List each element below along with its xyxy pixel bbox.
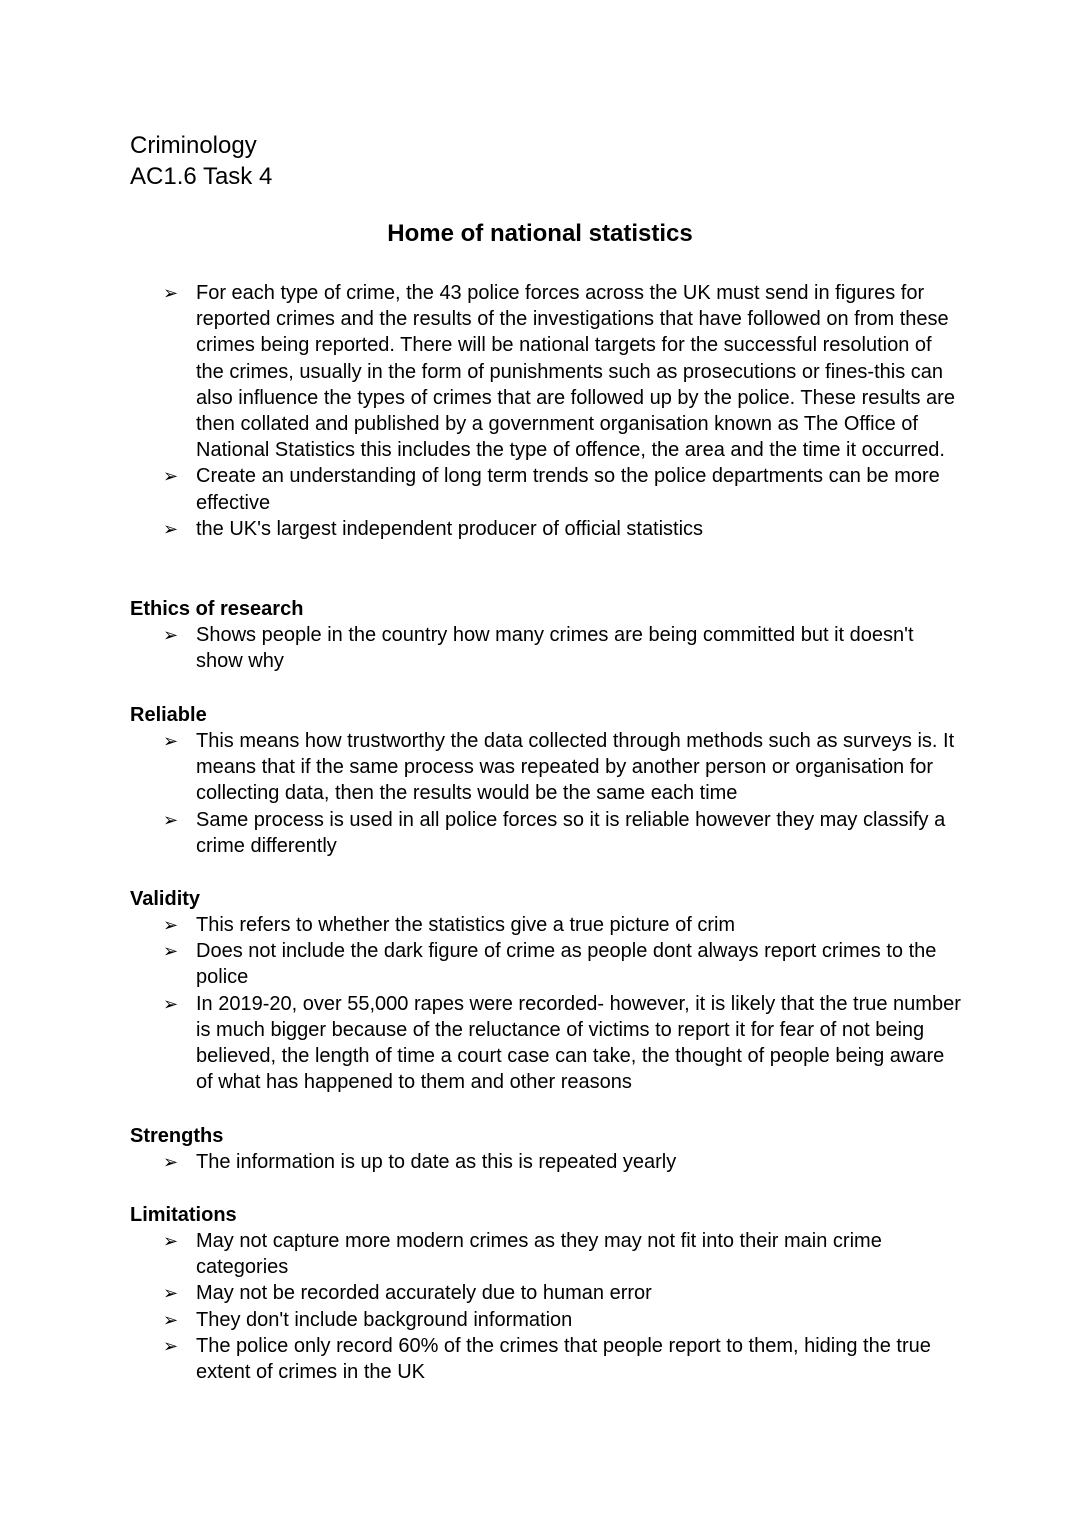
list-item-text: the UK's largest independent producer of official statistics xyxy=(196,517,704,540)
list-item xyxy=(163,1280,963,1306)
intro-list xyxy=(163,280,963,542)
list-item-text: May not be recorded accurately due to human error xyxy=(196,1282,652,1305)
arrow-bullet-icon: ➢ xyxy=(163,1309,179,1330)
list-item-text: The information is up to date as this is repeated yearly xyxy=(196,1151,677,1173)
arrow-bullet-icon: ➢ xyxy=(163,1231,179,1251)
arrow-bullet-icon: ➢ xyxy=(163,518,179,539)
list-item xyxy=(163,912,963,938)
reliable-list xyxy=(163,728,963,859)
list-item xyxy=(163,1333,963,1385)
arrow-bullet-icon: ➢ xyxy=(163,915,179,935)
arrow-bullet-icon: ➢ xyxy=(163,283,179,303)
list-item xyxy=(163,1149,963,1175)
list-item-text: This means how trustworthy the data collected through methods such as surveys is. It means that if the same process was repeated by another person or organisation for collecting data, then the results would be the same each time xyxy=(196,730,955,805)
list-item-text: For each type of crime, the 43 police forces across the UK must send in figures for reported crimes and the results of the investigations that have followed on from these crimes being reported. There will be national targets for the successful resolution of the crimes, usually in the form of punishments such as prosecutions or fines-this can also influence the types of crimes that are followed up by the police. These results are then collated and published by a government organisation known as The Office of National Statistics this includes the type of offence, the area and the time it occurred. xyxy=(196,282,955,462)
list-item-text: May not capture more modern crimes as they may not fit into their main crime categories xyxy=(196,1230,882,1279)
list-item-text: Create an understanding of long term trends so the police departments can be more effective xyxy=(196,465,940,514)
list-item-text: In 2019-20, over 55,000 rapes were recorded- however, it is likely that the true number is much bigger because of the reluctance of victims to report it for fear of not being believed, the length of time a court case can take, the thought of people being aware of what has happened to them and other reasons xyxy=(196,992,961,1094)
arrow-bullet-icon: ➢ xyxy=(163,1283,179,1304)
list-item xyxy=(163,516,963,542)
list-item-text: They don't include background information xyxy=(196,1308,573,1331)
list-item xyxy=(163,938,963,990)
list-item xyxy=(163,807,963,859)
page-title: Home of national statistics xyxy=(387,220,693,247)
arrow-bullet-icon: ➢ xyxy=(163,809,179,830)
strengths-list xyxy=(163,1149,963,1175)
validity-heading: Validity xyxy=(130,888,201,910)
ethics-list xyxy=(163,622,963,674)
strengths-heading: Strengths xyxy=(130,1125,224,1147)
document-header xyxy=(130,130,272,192)
arrow-bullet-icon: ➢ xyxy=(163,1335,179,1356)
list-item xyxy=(163,1307,963,1333)
list-item xyxy=(163,463,963,515)
list-item-text: Does not include the dark figure of crime as people dont always report crimes to the police xyxy=(196,940,937,989)
arrow-bullet-icon: ➢ xyxy=(163,941,179,962)
list-item xyxy=(163,1228,963,1280)
list-item xyxy=(163,622,963,674)
list-item xyxy=(163,728,963,807)
validity-list xyxy=(163,912,963,1095)
arrow-bullet-icon: ➢ xyxy=(163,466,179,487)
limitations-heading: Limitations xyxy=(130,1204,237,1226)
task-label: AC1.6 Task 4 xyxy=(130,163,273,190)
list-item xyxy=(163,991,963,1096)
arrow-bullet-icon: ➢ xyxy=(163,731,179,751)
arrow-bullet-icon: ➢ xyxy=(163,993,179,1014)
list-item xyxy=(163,280,963,463)
list-item-text: This refers to whether the statistics give a true picture of crim xyxy=(196,914,736,936)
reliable-heading: Reliable xyxy=(130,704,207,726)
list-item-text: Same process is used in all police forces so it is reliable however they may classify a crime differently xyxy=(196,808,946,857)
limitations-list xyxy=(163,1228,963,1385)
arrow-bullet-icon: ➢ xyxy=(163,1152,179,1172)
ethics-heading: Ethics of research xyxy=(130,598,304,620)
list-item-text: The police only record 60% of the crimes that people report to them, hiding the true extent of crimes in the UK xyxy=(196,1334,931,1384)
arrow-bullet-icon: ➢ xyxy=(163,625,179,645)
subject-label: Criminology xyxy=(130,132,257,159)
list-item-text: Shows people in the country how many crimes are being committed but it doesn't show why xyxy=(196,624,914,673)
